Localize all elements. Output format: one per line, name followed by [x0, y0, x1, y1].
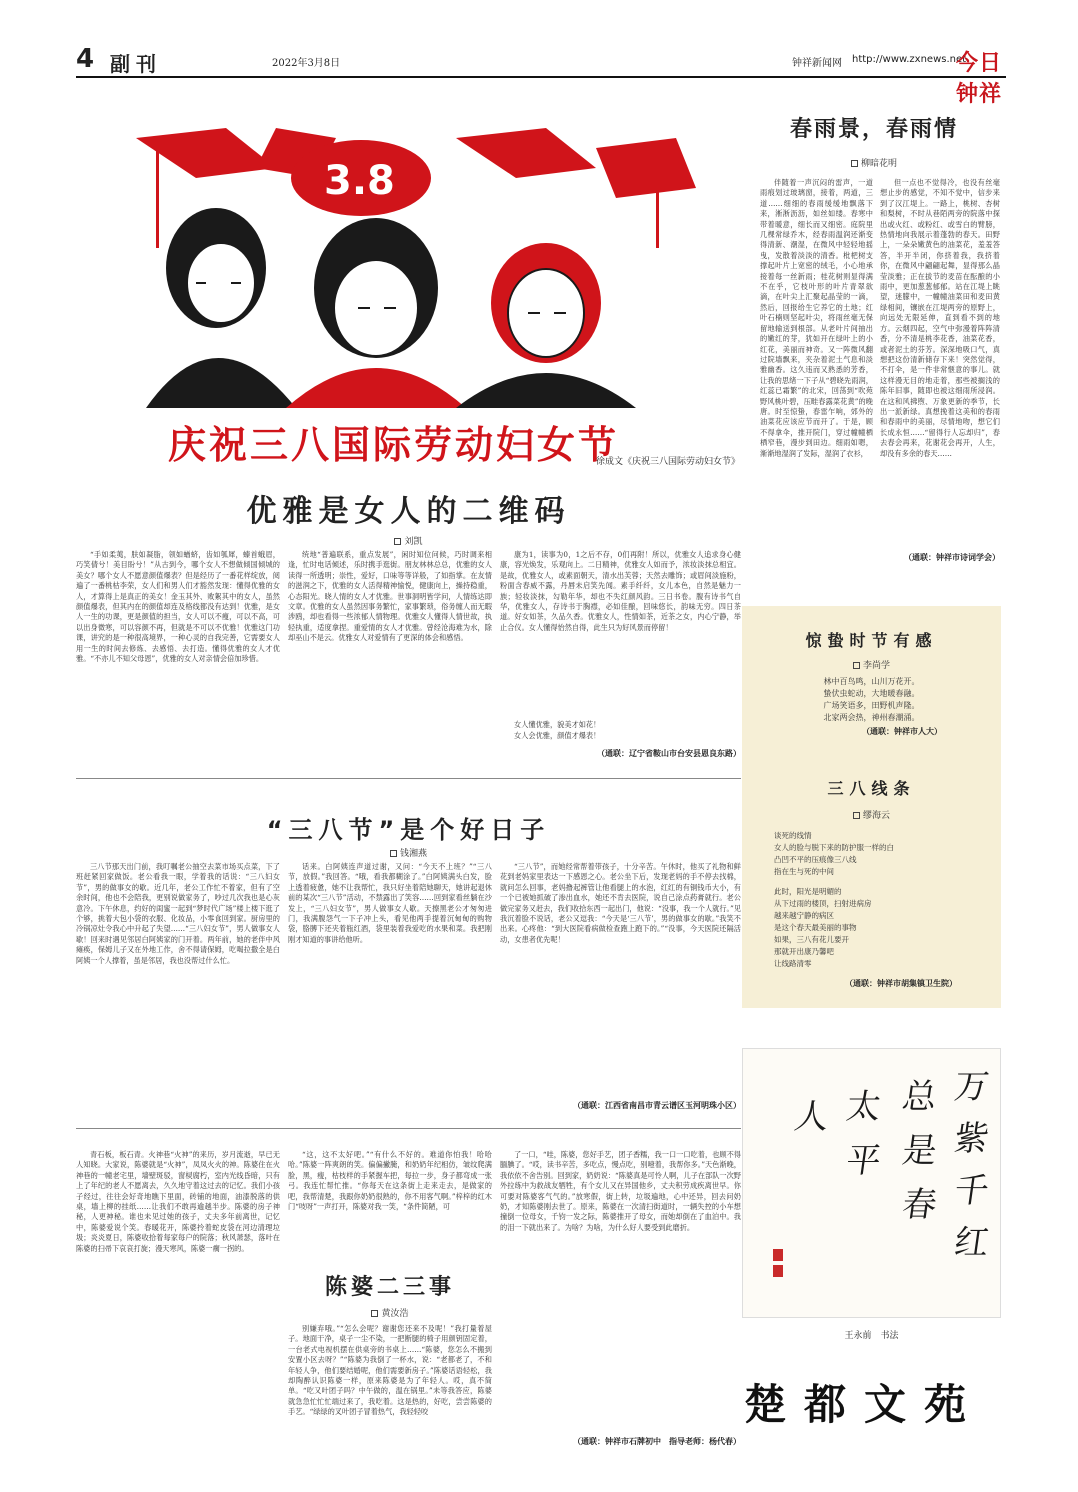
article2-column-2: 话来。白阿姨连声道过谢，又问：“今天不上班？”“三八节，放假。”我回答。“哦，看我都糊涂了。”白阿姨满头白发，脸上透着疲惫，她不让我帮忙，我只好坐着陪她聊天，她讲起退休前的某次“三八节”活动，不禁露出了笑容……回到家看丝躺在沙发上，“三八妇女节”，男人做事女人歇。天擦黑老公才匆匆进门，我满腹怨气一下子冲上头，看见他两手提着沉甸甸的购物袋，胳膊下还夹着瓶红酒，袋里装着我爱吃的水果和菜。我把刚刚才知道的事讲给他听。: [288, 862, 492, 944]
poem2-line: 从下过雨的楼顶，扫射进病房: [774, 899, 872, 908]
article1-title: 优雅是女人的二维码: [246, 494, 571, 529]
article1-author: 刘凯: [404, 537, 423, 547]
poem2-line: 指在生与死的中间: [774, 867, 834, 876]
article1-column-2: 统地“普遍联系，重点发展”，闲时知位问候，巧时调来相逢，忙时电话倾述，乐时携手逛街。朋友林林总总，优雅的女人读得一所透明；崇性，爱好，口味等等详般，了如指掌。在友情的滋润之下，优雅的女人活得精神愉悦，健康向上，操持稳重，心态阳光。晓人情的女人才优雅。世事洞明皆学问，人情练达即文章。优雅的女人虽然因事务繁忙，家事繁琐，俗务缠人而无暇涉鸥，却也看得一些浓郁人情物理。优雅女人懂得人情世故，执轻执重，适度拿捏。重爱情的女人才优雅。曾经沧海难为水，除却巫山不是云。优雅女人对爱情有了更深的体会和感悟。: [288, 550, 492, 643]
poster-caption: 徐成文《庆祝三八国际劳动妇女节》: [595, 457, 740, 467]
poem1-line: 林中百鸟鸣，山川万花开。: [823, 677, 920, 686]
calligraphy-char: 千: [951, 1171, 992, 1211]
article4-author: 柳暗花明: [860, 159, 897, 169]
article4-title: 春雨景，春雨情: [789, 117, 958, 142]
article1-closing-1: 女人懂优雅，貌美才如花！: [514, 720, 601, 729]
article1-column-3: 康为1，读事为0，1之后不存，0们再附！所以，优雅女人追求身心健康，容光焕发，乐观向上。二日精神，优雅女人如而予，浓妆淡抹总相宜。是故，优雅女人，或素面朝天，清水出芙蓉；天然去雕饰；或眉间淡施粉，粉面含春威不露，丹唇未启笑先闻。素手纤纤，女儿本色，自然是魅力一族；轻妆淡抹，勾勒年华，却也不失红颜风韵。三日书卷。腹有诗书气自华，优雅女人，存诗书于胸襟，必如佳酿，回味悠长，韵味无穷。四日茶道。好女如茶，久品久香。优雅女人，性情如茶，近茶之女，内心宁静，举止合仪。女人懂得怡然自得，此生只为好风景而停留！: [500, 550, 741, 632]
calligraphy-char: 平: [843, 1141, 884, 1181]
page-number: 4: [76, 44, 95, 74]
article2-title: “三八节”是个好日子: [266, 816, 551, 844]
poem2-line: 让线路清零: [774, 959, 812, 968]
article3-column-1: 青石板，板石青。火神巷“火神”的来历，岁月流逝，早已无人知晓。大家说，陈婆就是“火神”，凤凤火火的神。陈婆住在火神巷的一幢老宅里，墙壁斑驳，窗棂腐朽，室内光线昏暗，只有上了年纪的老人不愿离去，久久地守着这过去的记忆。我们小孩子经过，往往会好奇地瞧下里面，砖铺的地面，油漆脱落的供桌，墙上柳的挂纸……让我们不敢再逾越半步。陈婆的房子神秘，人更神秘。谁也未见过她的孩子，丈夫多年前离世，记忆中，陈婆爱说个笑。春暖花开，陈婆拎着蛇皮袋在河边清理垃圾；炎炎夏日，陈婆收拾着每家每户的院落；秋风萧瑟，落叶在陈婆的扫帚下哀哀打旋；漫天寒风，陈婆一瘸一拐的。: [76, 1150, 280, 1253]
poster-badge: 3.8: [324, 158, 395, 204]
poster-banner: 庆祝三八国际劳动妇女节: [168, 423, 620, 467]
poem2-line: 越来越宁静的病区: [774, 911, 834, 920]
poem1-line: 广场笑语多，田野机声隆。: [823, 701, 920, 710]
poem2-line: 女人的脸与脱下来的防护服一样的白: [774, 843, 894, 852]
seal-stamp-icon: [773, 1265, 783, 1277]
site-url[interactable]: http://www.zxnews.net: [852, 54, 967, 65]
article3-column-2b: 别嫌弃哦。”“怎么会呢？谢谢您还来不及呢！”我打量着屋子。地面干净，桌子一尘不染，一把断腿的椅子用颜钥固定着，一台老式电视机摆在供桌旁的书桌上……“陈婆，您怎么不搬到安置小区去呀？”“陈婆为我倒了一杯水，说：“老都老了，不和年轻人争，他们要结婚呢，他们需要新房子。”陈婆话语轻松，我却陶醉认识陈婆一样，原来陈婆是为了年轻人。哎，真不简单。“吃又叶团子吗？中午做的，温在锅里。”未等我答应，陈婆就急急忙忙忙端过来了，我吃着。这是热的，好吃，尝尝陈婆的手艺。“绿绿的叉叶团子冒着热气，我轻轻咬: [288, 1324, 492, 1417]
article3-column-2: “这，这不太好吧。”“有什么不好的。难道你怕我！哈哈哈。”陈婆一阵爽朗的笑。偏偏撇腌，和奶奶年纪相仿，皱纹爬满脸，黑，瘦，枯枝样的手紧握车把，每拉一步，身子都弯成一张弓。我连忙帮忙推。“你每天在这条街上走来走去，是做家的吧，我帮清楚，我跟你奶奶很熟的，你不用客气啊。”梓梓的红木门“吱呀”一声打开，陈婆对我一笑，“条件简陋，可: [288, 1150, 492, 1212]
calligraphy-char: 万: [951, 1067, 992, 1107]
article2-column-3: “三八节”，而她经常帮着带孩子，十分辛苦。午休时，他买了礼物和鲜花到老妈家里表达一下感恩之心。老公坐下后，发现老妈的手不停去找棉，就问怎么回事，老妈撸起裤管让他看腿上的水泡，红红的有铜钱币大小，有一个已被她抓破了渗出血水，她还不肯去医院，说自己涂点药膏就行。老公做完家务又赶去，我们收拾东西一起出门，他说：“没事，我一个人就行。”见我沉着脸不说话，老公又逗我：“今天是‘三八节’，男的做事女的歇。”我笑不出来。心疼他：“到大医院看病做检查跑上跑下的。”“没事，今天医院还隔活动，女患者优先呢！: [500, 862, 741, 944]
poem1-line: 蛰伏虫蛇动，大地暖春融。: [823, 689, 920, 698]
article4-note: （通联：钟祥市诗词学会）: [904, 553, 1000, 562]
calligraphy-char: 紫: [951, 1119, 992, 1159]
calligraphy-char: 总: [899, 1077, 940, 1117]
site-name: 钟祥新闻网: [792, 58, 842, 69]
newspaper-logo: 今日钟祥: [956, 50, 1003, 107]
poem2-author: 缪海云: [862, 811, 890, 821]
section-name: 副刊: [110, 52, 162, 76]
issue-date: 2022年3月8日: [272, 58, 341, 69]
calligraphy-char: 是: [899, 1131, 940, 1171]
column-brand: 楚都文苑: [744, 1380, 985, 1429]
poem2-title: 三八线条: [827, 779, 916, 798]
article2-byline: [76, 846, 741, 859]
article1-closing-2: 女人会优雅，颜值才爆表！: [514, 731, 601, 740]
poem2-line: 是这个春天最美丽的事物: [774, 923, 857, 932]
poem2-line: 那就开出康乃馨吧: [774, 947, 834, 956]
calligraphy-char: 春: [899, 1185, 940, 1225]
article1-byline: [76, 534, 741, 547]
seal-stamp-icon: [773, 1249, 783, 1261]
womens-day-poster: [76, 108, 741, 470]
calligraphy-char: 太: [843, 1087, 884, 1127]
poem1-line: 北家两会热，神州春潮涌。: [823, 713, 920, 722]
masthead: [76, 44, 1006, 107]
article4-column-1: 伴随着一声沉闷的雷声，一道雨痕划过玻璃窗，接着，两道，三道……细细的春雨缓缓地飘落下来，淅淅沥沥，如丝如缕。春寒中带着暖意，细长而又细密。庭院里几棵常绿乔木，经春雨温润还渐变得清新、潮湿，在微风中轻轻地摇曳，发散着淡淡的清香。枇杷树支撑起叶片上宽密的绒毛，小心地承接着每一丝新雨；桂花树则显得满不在乎，它枝叶形的叶片青翠欲滴，在叶尖上汇聚起晶莹的一滴，然后，回报给生它养它的土地；红叶石楠则坚起叶尖，将雨丝毫无保留地输送到根部。从老叶片间抽出的嫩红的芽，犹如开在绿叶上的小红花，美丽而神奇。又一阵微风翻过院墙飘来，夹杂着泥土气息和淡雅幽香。这久违而又熟悉的芳香，让我的思绪一下子从“碧晓先雨润，红蕊已霜繁”的北宋，回荡到“吹苑野风桃叶碧，压畦春露菜花黄”的晚唐。时至惊蛰，春雷乍响，郊外的油菜花应该应节而开了。于是，顾不得拿伞，推开院门，穿过幢幢栖栖窄巷，漫步到田边。细雨如嗯，渐渐地湿润了发际，湿润了衣衫，: [760, 178, 873, 458]
poem1-byline: [742, 658, 1001, 671]
calligraphy-artwork: [742, 1048, 1001, 1318]
article2-column-1: 三八节那天出门前，我叮嘱老公抽空去菜市场买点菜，下了班赶紧回家做饭。老公看我一眼，学着我的话说：“三八妇女节”，男的做事女的歇。近几年，老公工作忙不着家，但有了空余时间，他也不会陪我，更别说做家务了，吵过几次我也是心灰意冷。下午休息，约好的闺蜜一起到“梦时代广场”楼上楼下逛了个够，挑着大包小袋的衣服、化妆品，小零食回到家。厨房里的冷锅凉灶令我心中升起了失望……“三八妇女节”，男人做事女人歇！回来时遇见邻居白阿姨家的门开着。两年前，她的老伴中风瘫痪，保姆儿子又在外地工作，舍不得请保姆，吃喝拉撒全是白阿姨一个人撑着，虽是邻居，我也没帮过什么忙。: [76, 862, 280, 965]
divider: [76, 778, 741, 779]
calligraphy-char: 人: [791, 1097, 832, 1137]
article3-byline: [288, 1306, 492, 1319]
poem2-byline: [742, 808, 1001, 821]
article3-note: （通联：钟祥市石牌初中 指导老师：杨代春）: [573, 1437, 741, 1446]
article2-note: （通联：江西省南昌市青云谱区玉河明珠小区）: [573, 1101, 741, 1110]
calligraphy-char: 红: [951, 1223, 992, 1263]
divider: [76, 1128, 741, 1129]
poem-panel: [742, 606, 1001, 1008]
poem2-line: 谈死的线情: [774, 831, 812, 840]
poem2-line: 凸凹不平的压痕像三八线: [774, 855, 857, 864]
poem2-line: 此时，阳光是明媚的: [774, 887, 842, 896]
article2-author: 钱湘燕: [399, 849, 427, 859]
article4-byline: [760, 156, 988, 169]
poem1-title: 惊蛰时节有感: [805, 631, 938, 650]
poem2-note: （通联：钟祥市胡集镇卫生院）: [845, 979, 957, 988]
article1-note: （通联：辽宁省鞍山市台安县恩良东路）: [597, 749, 741, 758]
calligraphy-caption: 王永前 书法: [844, 1331, 899, 1341]
poem2-line: 如果，三八有花儿要开: [774, 935, 849, 944]
article3-column-3: 了一口，“哇，陈婆，您好手艺，团子香糯，我一口一口吃着，也顾不得腼腆了。“哎，读书辛苦，多吃点，慢点吃，别噎着，我帮你多。”天色渐晚，我依依不舍告别。回到家，奶奶说：“陈婆真是可怜人啊，儿子在部队一次野外拉练中为救战友牺牲，有个女儿又在异国他乡，丈夫积劳成疾离世早。你可要对陈婆客气气的。”放寒假，街上转，垃圾遍地，心中还异，回去问奶奶，才知陈婆刚去世了。原来，陈婆在一次清扫街道时，一辆失控的小车想撞倒一位母女，千钧一发之际，陈婆推开了母女，而她却倒在了血泊中。我的泪一下就出来了。为啥？为啥，为什么好人要受到此磨折。: [500, 1150, 741, 1232]
poem1-note: （通联：钟祥市人大）: [862, 727, 942, 736]
article1-column-1: “手如柔荑，肤如凝脂，领如蝤蛴，齿如瓠犀，螓首蛾眉，巧笑倩兮！美目盼兮！”从古到今，哪个女人不想做倾国倾城的美女？哪个女人不愿意颜值爆表？但是经历了一番花样绽放，阅遍了一番桃枯李荣，女人们和男人们才豁然发现：懂得优雅的女人，才算得上是真正的美女！金玉其外、败絮其中的女人，虽然颜值爆表，但其内在的颜值却连及格线都没有达到！优雅，是女人一生的功课，更是颜值的担当，女人可以不瘦，可以不高，可以出身微寒，可以容颜不再，但就是不可以不优雅！优雅这门功课，讲究的是一种很高境界，一种心灵的自我完善，它需要女人用一生的时间去修炼、去感悟、去打造。懂得优雅的女人才优雅。“不亦儿不知父母恩”，优雅的女人对亲情会倍加珍惜。: [76, 550, 280, 664]
poem1-author: 李尚学: [862, 661, 890, 671]
article4-column-2: 但一点也不觉得冷，也没有丝毫想止步的感觉，不知不觉中，信步来到了汉江堤上。一路上，桃树、杏树和梨树，不时从巷陌两旁的院落中探出或火红、或粉红、或雪白的臂膀，热情地向我展示着蓬勃的春天。田野上，一朵朵嫩黄色的油菜花，羞羞答答，半开半闭，你挤着我，我挤着你，在微风中翩翩起舞，显得那么晶莹淡雅；正在拔节的麦苗在酝酿的小雨中，更加葱葱郁郁。站在江堤上眺望，迷朦中，一幢幢油菜田和麦田黄绿相间，镶嵌在江堤两旁的原野上，向远处无限延伸，直到看不到的地方。云烟四起，空气中弥漫着阵阵清香，分不清是桃李花香，油菜花香，或者泥土的芬芳。深深地吸口气，真想把这份清新储存下来！突然觉得，不打伞，是一件非常惬意的事儿。就这样漫无目的地走着，那些被搁浅的陈年旧事，随即也被这细雨所浸润。在这和风拂煦、万象更新的季节，长出一派新绿。真想挽着这美和的春雨和春雨中的美丽，尽情地吻，想它们长成永恒……“留得行人忘却归”，春去春会再来，花谢花会再开，人生，却没有多余的春天……: [880, 178, 1000, 458]
article3-author: 黄汝浩: [381, 1309, 409, 1319]
article3-title: 陈婆二三事: [324, 1275, 455, 1300]
